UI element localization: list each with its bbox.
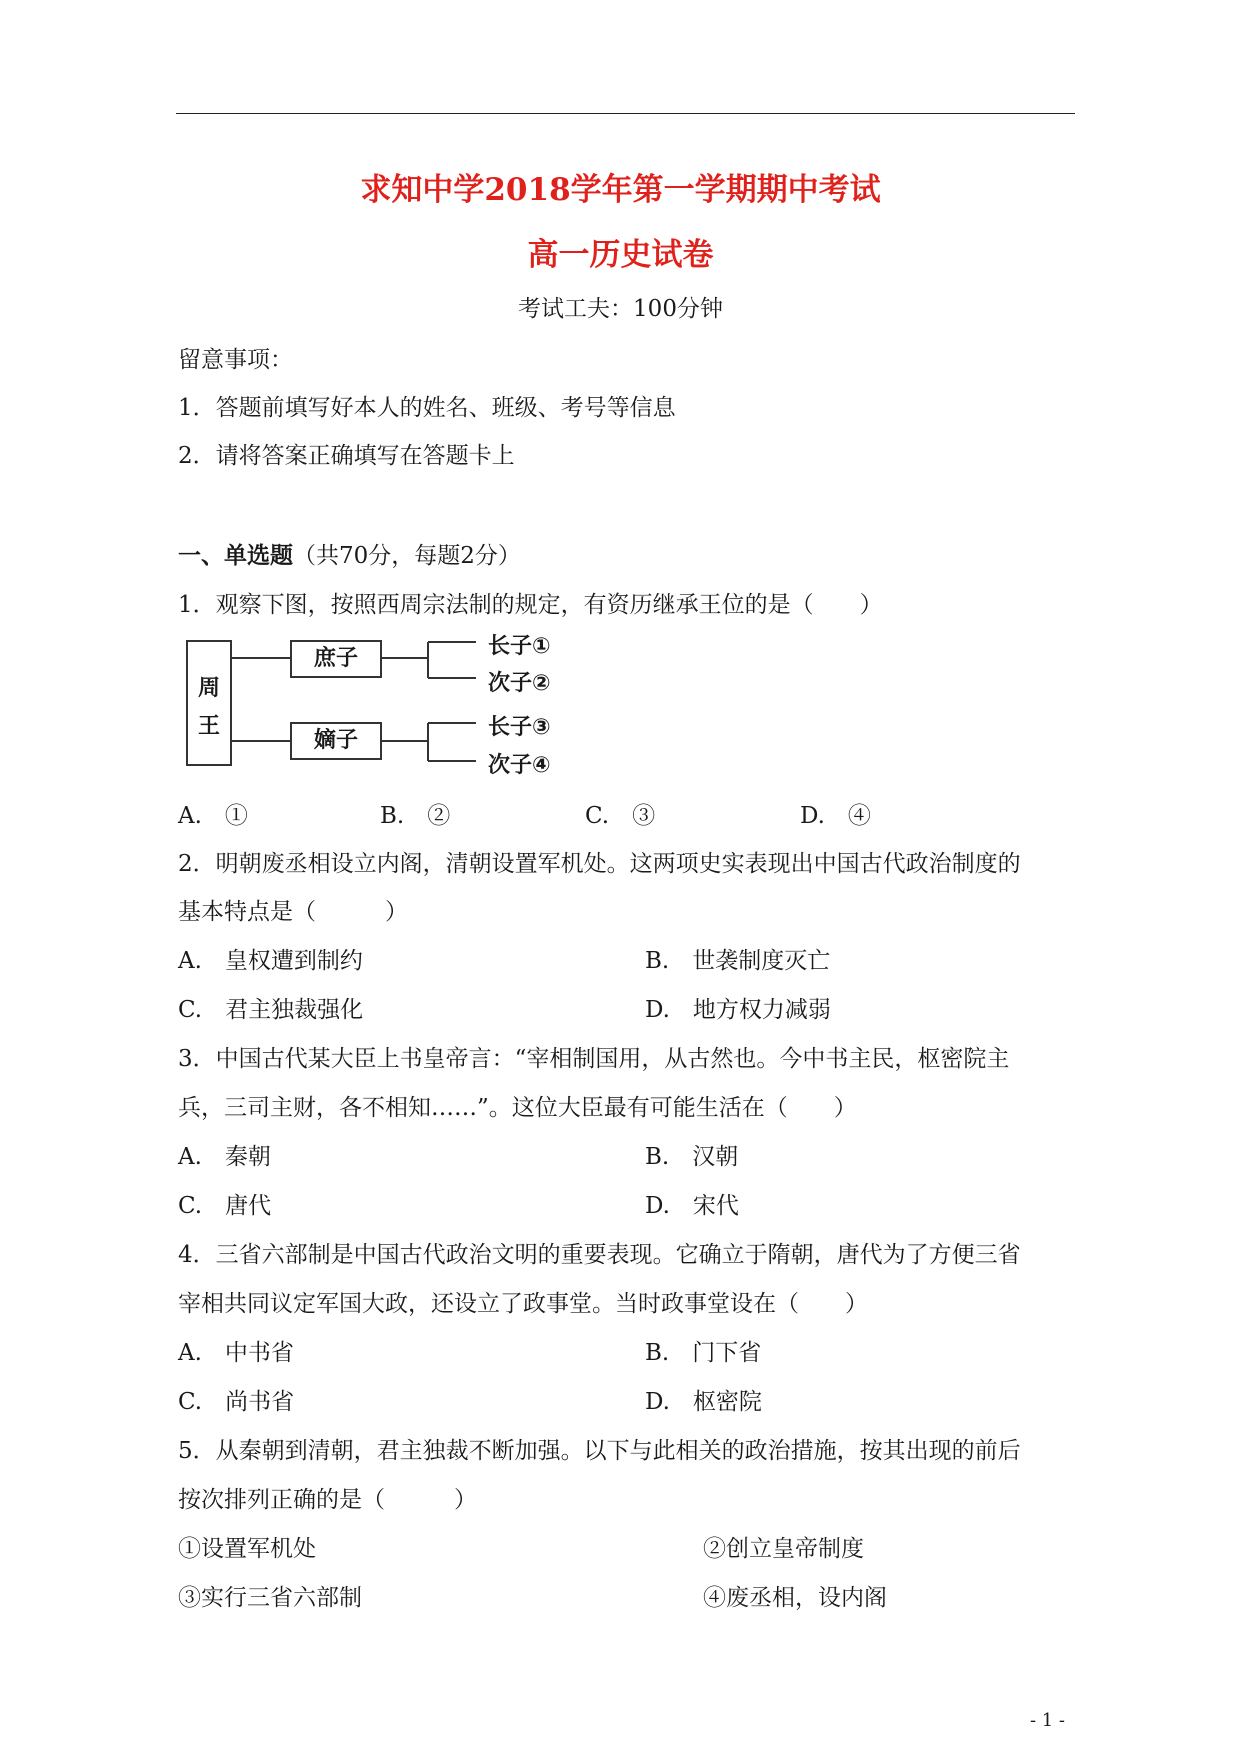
question-2-stem: 2．明朝废丞相设立内阁，清朝设置军机处。这两项史实表现出中国古代政治制度的 [178, 851, 1021, 877]
diagram-child: 长子① [488, 634, 551, 659]
diagram-child: 次子② [488, 671, 551, 696]
header-rule [176, 113, 1075, 114]
diagram-child: 长子③ [488, 715, 551, 740]
diagram-branch-concubine: 庶子 [290, 640, 382, 678]
diagram-root-box [186, 640, 232, 766]
exam-subtitle: 高一历史试卷 [527, 237, 714, 273]
option: D. 枢密院 [645, 1389, 762, 1415]
option: ③实行三省六部制 [178, 1585, 362, 1611]
option: D. 宋代 [645, 1193, 739, 1219]
option: B. 世袭制度灭亡 [645, 948, 831, 974]
option: ①设置军机处 [178, 1536, 316, 1562]
option: C. 尚书省 [178, 1389, 295, 1415]
option: C. 唐代 [178, 1193, 272, 1219]
option: D. 地方权力减弱 [645, 997, 831, 1023]
question-3-stem-cont: 兵，三司主财，各不相知……”。这位大臣最有可能生活在（ ） [178, 1095, 857, 1121]
option: A. 秦朝 [178, 1144, 271, 1170]
question-4-stem: 4．三省六部制是中国古代政治文明的重要表现。它确立于隋朝，唐代为了方便三省 [178, 1242, 1021, 1268]
option: A. 中书省 [178, 1340, 294, 1366]
note-item: 1．答题前填写好本人的姓名、班级、考号等信息 [178, 395, 676, 421]
option: A. 皇权遭到制约 [178, 948, 363, 974]
section-note: （共70分，每题2分） [293, 543, 521, 569]
option: ④废丞相，设内阁 [703, 1585, 887, 1611]
page-number: - 1 - [1029, 1710, 1065, 1731]
option: B. ② [380, 803, 451, 829]
succession-diagram [176, 628, 576, 778]
question-3-stem: 3．中国古代某大臣上书皇帝言：“宰相制国用，从古然也。今中书主民，枢密院主 [178, 1046, 1010, 1072]
option: C. 君主独裁强化 [178, 997, 364, 1023]
option: D. ④ [800, 803, 871, 829]
question-1-stem: 1．观察下图，按照西周宗法制的规定，有资历继承王位的是（ ） [178, 592, 883, 618]
option: A. ① [178, 803, 248, 829]
diagram-branch-legitimate: 嫡子 [290, 722, 382, 760]
exam-title: 求知中学2018学年第一学期期中考试 [360, 172, 881, 208]
diagram-root-label: 周王 [198, 676, 221, 739]
section-title: 一、单选题 [178, 542, 293, 569]
question-5-stem: 5．从秦朝到清朝，君主独裁不断加强。以下与此相关的政治措施，按其出现的前后 [178, 1438, 1021, 1464]
option: C. ③ [585, 803, 656, 829]
question-5-stem-cont: 按次排列正确的是（ ） [178, 1487, 477, 1513]
question-4-stem-cont: 宰相共同议定军国大政，还设立了政事堂。当时政事堂设在（ ） [178, 1291, 868, 1317]
exam-time: 考试工夫：100分钟 [518, 296, 723, 322]
question-2-stem-cont: 基本特点是（ ） [178, 899, 408, 925]
diagram-child: 次子④ [488, 753, 551, 778]
option: B. 门下省 [645, 1340, 762, 1366]
notes-heading: 留意事项： [178, 347, 293, 373]
option: ②创立皇帝制度 [703, 1536, 864, 1562]
option: B. 汉朝 [645, 1144, 739, 1170]
section-heading [178, 537, 521, 570]
note-item: 2．请将答案正确填写在答题卡上 [178, 443, 515, 469]
